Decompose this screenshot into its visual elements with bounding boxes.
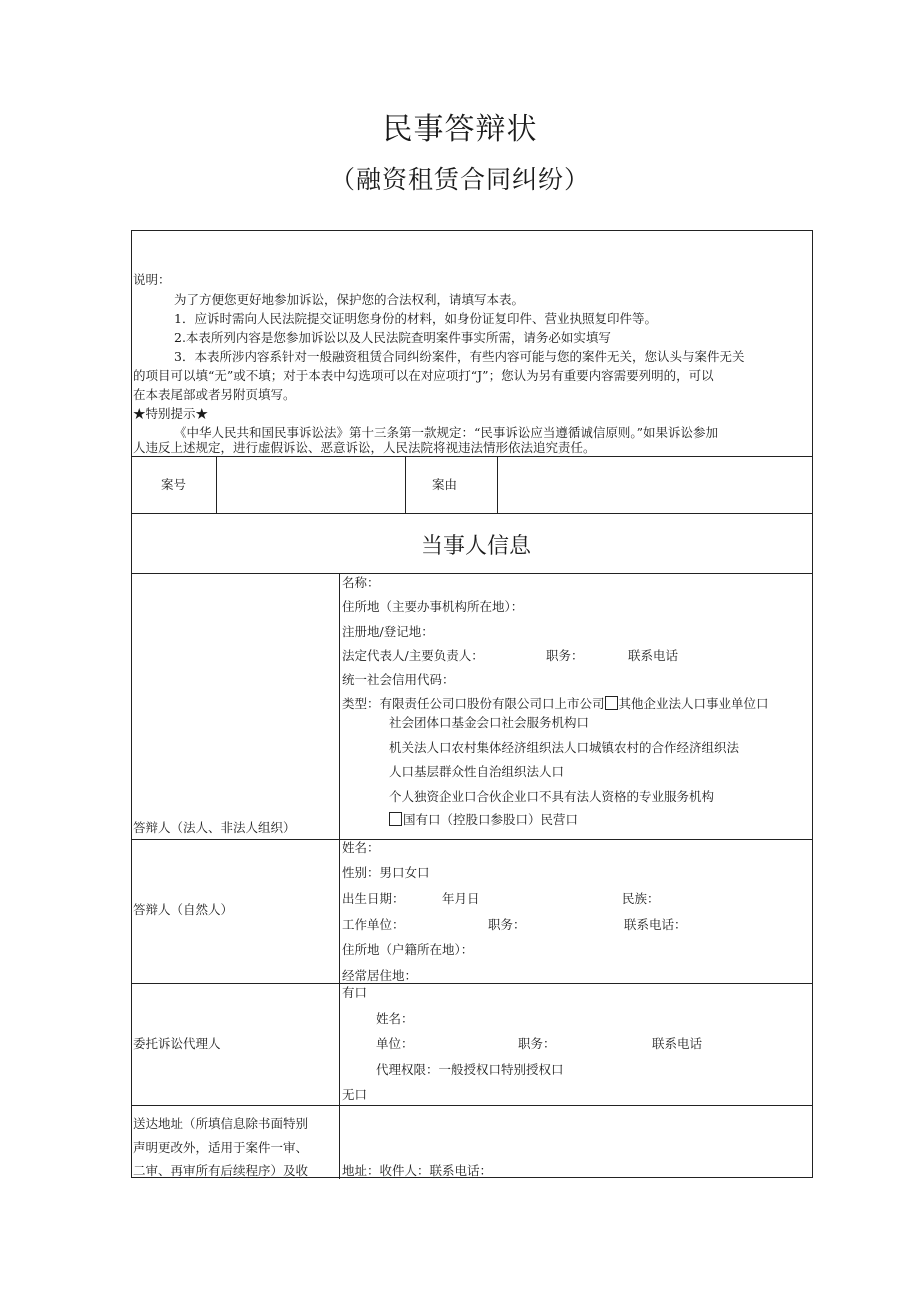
ownership-options: 国有口（控股口参股口）民营口 [403, 812, 579, 827]
service-address-label-cont: 声明更改外，适用于案件一审、 [133, 1140, 309, 1155]
instructions-item-3-cont: 在本表尾部或者另附页填写。 [133, 387, 296, 402]
birth-date-ymd: 年月日 [442, 891, 480, 906]
service-address-field: 地址：收件人：联系电话： [342, 1163, 493, 1178]
agent-authority-field: 代理权限：一般授权口特别授权口 [376, 1062, 564, 1077]
special-notice-label: ★特别提示★ [133, 406, 209, 421]
agent-has-option[interactable]: 有口 [342, 985, 368, 1000]
document-title: 民事答辩状 [382, 112, 538, 147]
org-type-line: 人口基层群众性自治组织法人口 [389, 764, 565, 779]
special-notice-text-cont: 人违反上述规定，进行虚假诉讼、恶意诉讼，人民法院将视违法情形依法追究责任。 [133, 440, 596, 455]
legal-rep-position: 职务： [546, 648, 584, 663]
legal-person-label: 答辩人（法人、非法人组织） [133, 820, 296, 835]
agent-none-option[interactable]: 无口 [342, 1087, 368, 1102]
case-cause-label: 案由 [432, 477, 458, 492]
credit-code-field: 统一社会信用代码： [342, 672, 455, 687]
birth-date-field: 出生日期： [342, 891, 405, 906]
gender-field: 性别：男口女口 [342, 865, 430, 880]
org-type-line: 机关法人口农村集体经济组织法人口城镇农村的合作经济组织法 [389, 740, 740, 755]
org-name-field: 名称： [342, 575, 380, 590]
instructions-label: 说明： [133, 272, 171, 287]
row-divider [132, 1105, 812, 1106]
residence-field: 经常居住地： [342, 968, 418, 983]
checkbox-icon[interactable] [389, 812, 402, 826]
case-cause-field[interactable] [503, 476, 803, 494]
person-phone-field: 联系电话： [624, 917, 687, 932]
instructions-item-3: 3．本表所涉内容系针对一般融资租赁合同纠纷案件，有些内容可能与您的案件无关，您认头与案件无关 [174, 349, 745, 364]
row-divider [132, 983, 812, 984]
case-number-field[interactable] [222, 476, 397, 494]
service-address-label: 送达地址（所填信息除书面特别 [133, 1116, 309, 1131]
agent-label: 委托诉讼代理人 [133, 1036, 221, 1051]
person-position-field: 职务： [488, 917, 526, 932]
column-divider [497, 456, 498, 513]
column-divider [405, 456, 406, 513]
org-address-field: 住所地（主要办事机构所在地）： [342, 599, 524, 614]
column-divider [339, 573, 340, 1179]
row-divider [132, 573, 812, 574]
answer-form-table [131, 230, 813, 1178]
legal-rep-field: 法定代表人/主要负责人： [342, 648, 484, 663]
org-type-options: 其他企业法人口事业单位口 [618, 696, 769, 711]
document-subtitle: （融资租赁合同纠纷） [329, 165, 590, 194]
column-divider [216, 456, 217, 513]
natural-person-label: 答辩人（自然人） [133, 902, 234, 917]
agent-position-field: 职务： [518, 1036, 556, 1051]
legal-rep-phone: 联系电话 [628, 648, 679, 663]
domicile-field: 住所地（户籍所在地）： [342, 942, 474, 957]
row-divider [132, 839, 812, 840]
org-type-line: 个人独资企业口合伙企业口不具有法人资格的专业服务机构 [389, 789, 715, 804]
agent-unit-field: 单位： [376, 1036, 414, 1051]
case-number-label: 案号 [161, 477, 187, 492]
org-type-line: 社会团体口基金会口社会服务机构口 [389, 715, 590, 730]
instructions-intro: 为了方便您更好地参加诉讼，保护您的合法权利，请填写本表。 [174, 292, 525, 307]
ethnicity-field: 民族： [622, 891, 660, 906]
org-type-options: 类型：有限责任公司口股份有限公司口上市公司 [342, 696, 605, 711]
agent-phone-field: 联系电话 [652, 1036, 703, 1051]
row-divider [132, 513, 812, 514]
instructions-item-2: 2.本表所列内容是您参加诉讼以及人民法院查明案件事实所需，请务必如实填写 [174, 330, 611, 345]
checkbox-icon[interactable] [605, 696, 618, 710]
ownership-line [389, 811, 578, 829]
agent-name-field: 姓名： [376, 1011, 414, 1026]
instructions-item-3-cont: 的项目可以填“无”或不填；对于本表中勾选项可以在对应项打“J”；您认为另有重要内容需要列明的，可以 [133, 368, 714, 383]
work-unit-field: 工作单位： [342, 917, 405, 932]
party-info-heading: 当事人信息 [421, 534, 532, 559]
org-registered-field: 注册地/登记地： [342, 624, 434, 639]
special-notice-text: 《中华人民共和国民事诉讼法》第十三条第一款规定：“民事诉讼应当遵循诚信原则。”如果诉讼参加 [174, 425, 719, 440]
person-name-field: 姓名： [342, 840, 380, 855]
instructions-item-1: 1．应诉时需向人民法院提交证明您身份的材料，如身份证复印件、营业执照复印件等。 [174, 311, 657, 326]
org-type-line [342, 695, 769, 713]
service-address-label-cont: 二审、再审所有后续程序）及收 [133, 1163, 309, 1178]
